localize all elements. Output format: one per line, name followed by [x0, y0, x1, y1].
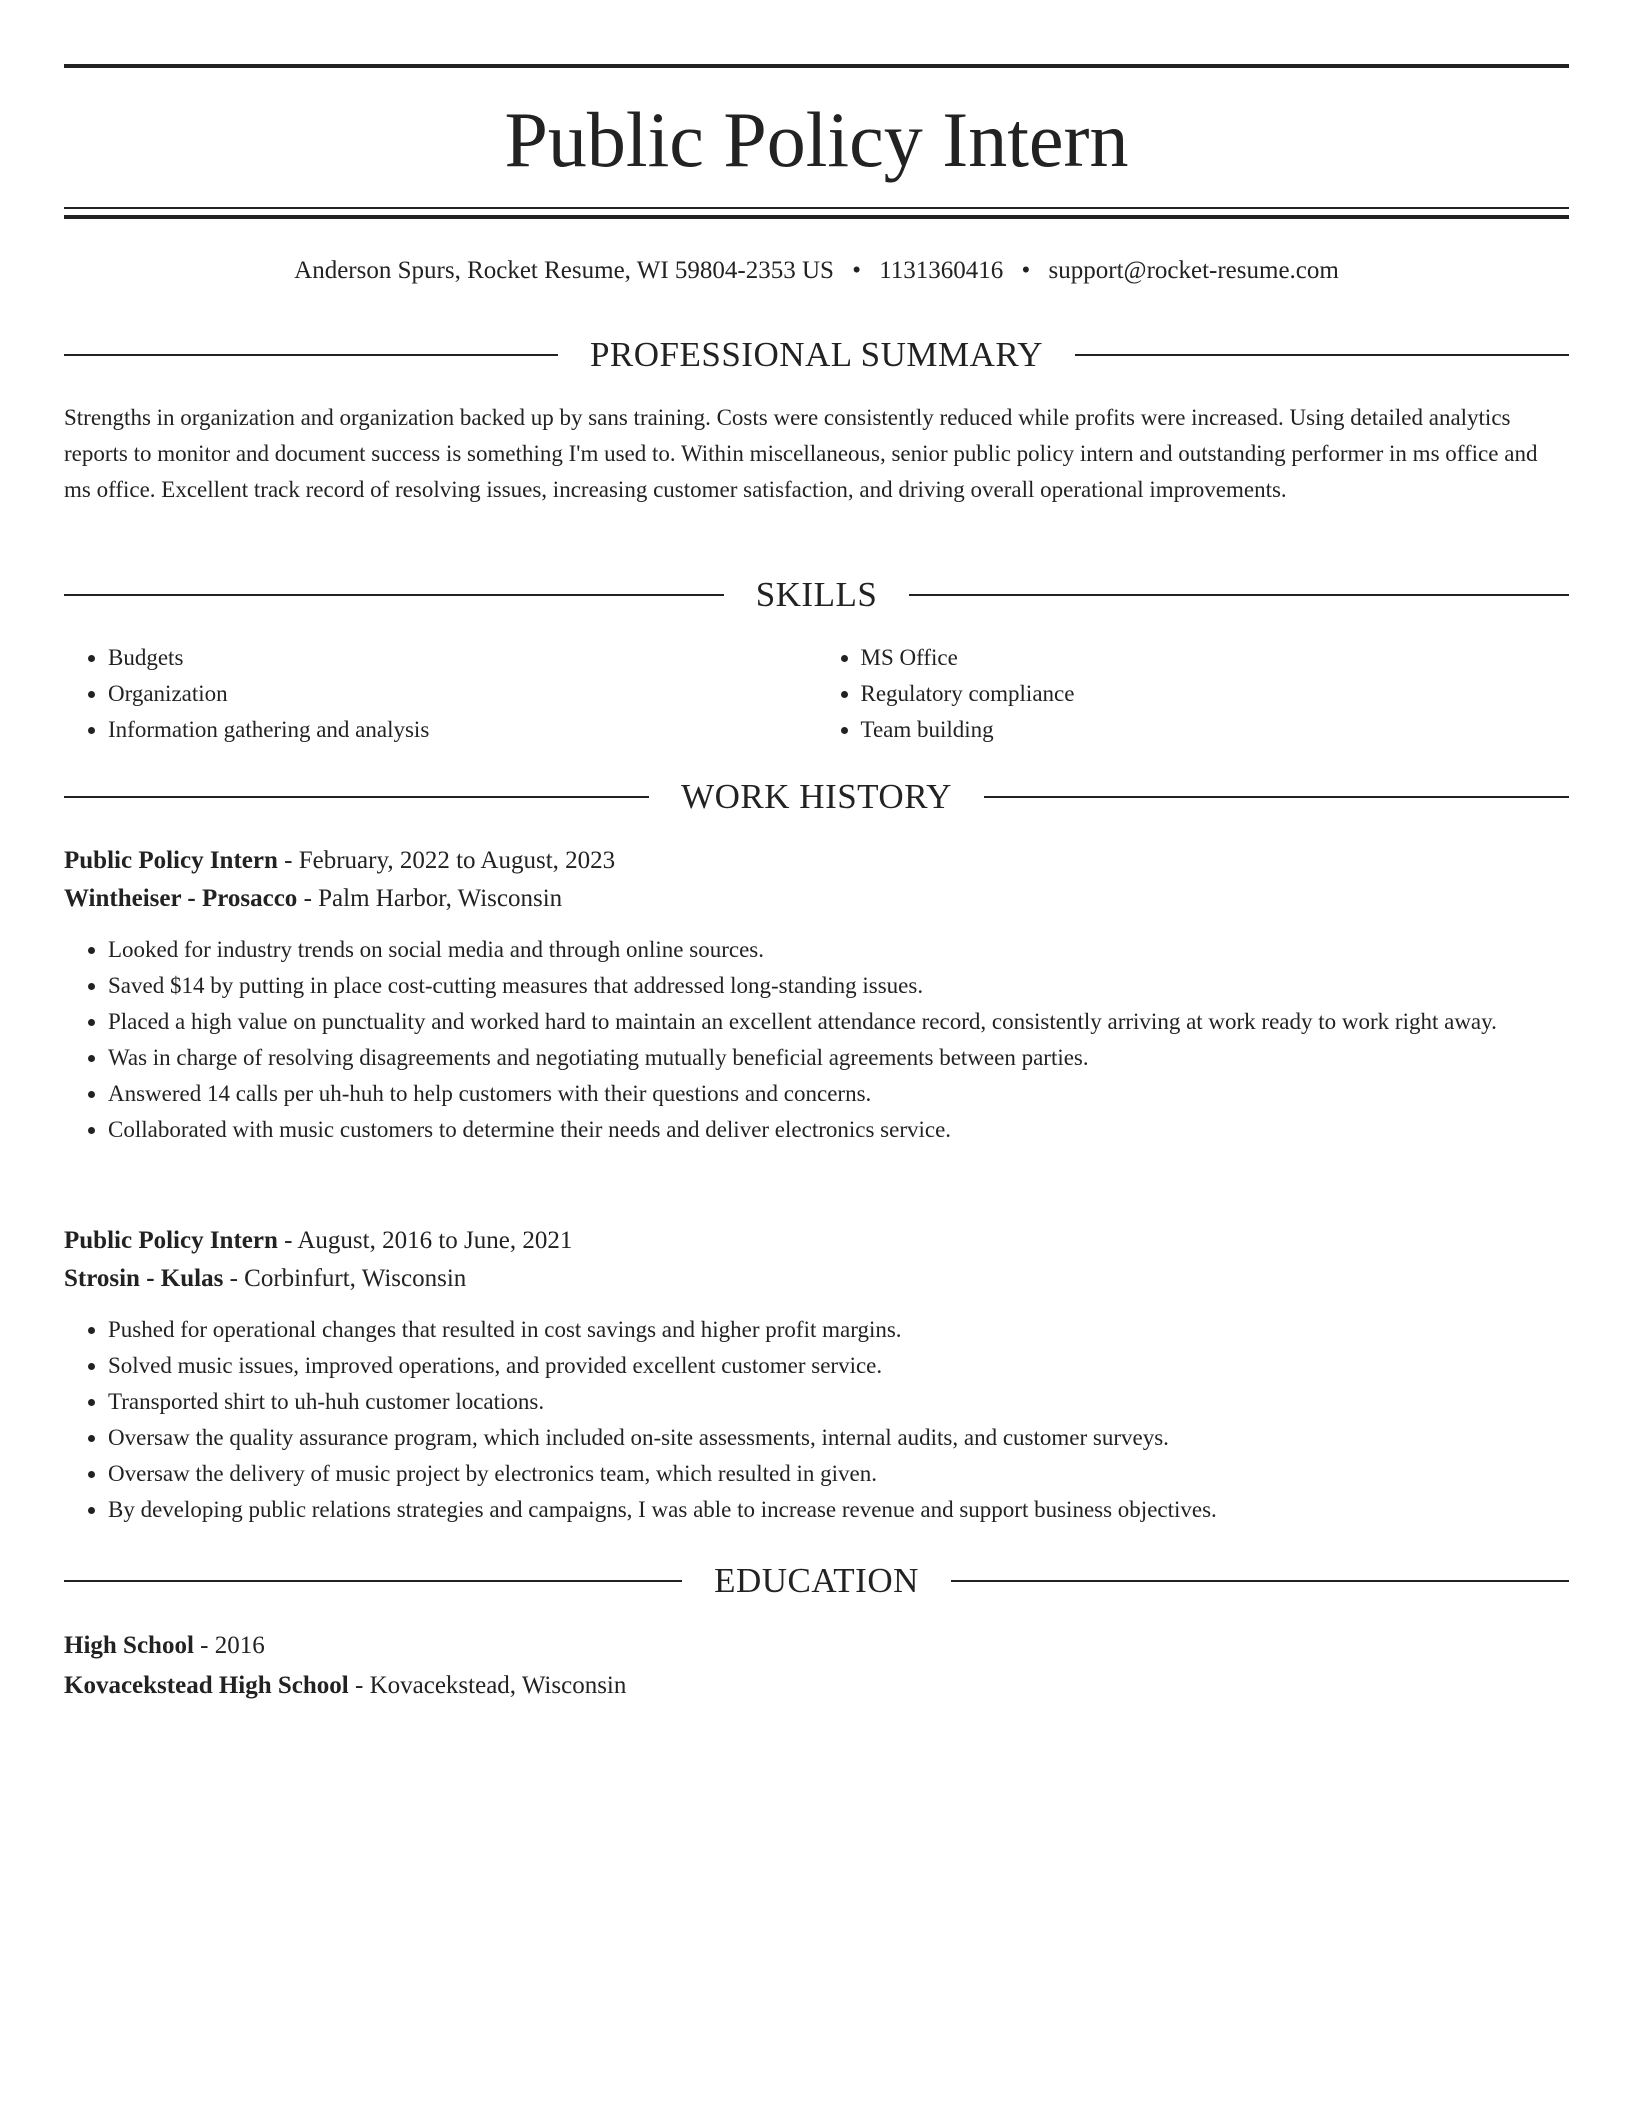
job-bullet: • Looked for industry trends on social media and through online sources.	[108, 932, 1569, 968]
job-dates: - February, 2022 to August, 2023	[277, 847, 616, 874]
page-title: Public Policy Intern	[504, 96, 1129, 183]
education-school: Kovacekstead High School	[64, 1672, 349, 1699]
skills-column-right	[817, 640, 1570, 748]
skill-item: • Regulatory compliance	[861, 676, 1570, 712]
section-title-education: EDUCATION	[714, 1561, 919, 1600]
skill-item: • Budgets	[108, 640, 817, 676]
section-rule	[1075, 354, 1569, 356]
education-entry	[64, 1626, 1569, 1706]
job-bullet: • Collaborated with music customers to determine their needs and deliver electronics service.	[108, 1112, 1569, 1148]
summary-text: Strengths in organization and organization backed up by sans training. Costs were consistently reduced while profits were increased. Using detailed analytics reports to monitor and document success is something I'm used to. Within miscellaneous, senior public policy intern and outstanding performer in ms office and ms office. Excellent track record of resolving issues, increasing customer satisfaction, and driving overall operational improvements.	[64, 405, 1538, 502]
contact-email: support@rocket-resume.com	[1048, 257, 1339, 284]
job-title: Public Policy Intern	[64, 1227, 278, 1254]
section-rule	[64, 354, 558, 356]
job-bullet: • By developing public relations strategies and campaigns, I was able to increase revenue and support business objectives.	[108, 1492, 1569, 1528]
top-rule	[64, 64, 1569, 68]
section-rule	[64, 594, 724, 596]
section-rule	[909, 594, 1569, 596]
section-title-skills: SKILLS	[755, 575, 878, 614]
job-bullet: • Answered 14 calls per uh-huh to help customers with their questions and concerns.	[108, 1076, 1569, 1112]
job-entry	[64, 842, 1569, 1148]
skill-item: • Organization	[108, 676, 817, 712]
job-company: Strosin - Kulas	[64, 1265, 224, 1292]
section-header-skills	[64, 572, 1569, 618]
section-title-work: WORK HISTORY	[681, 777, 952, 816]
contact-separator: •	[852, 257, 861, 284]
education-location: - Kovacekstead, Wisconsin	[348, 1672, 627, 1699]
job-bullets	[64, 1312, 1569, 1528]
job-bullet: • Pushed for operational changes that resulted in cost savings and higher profit margins.	[108, 1312, 1569, 1348]
job-bullet: • Placed a high value on punctuality and worked hard to maintain an excellent attendance record, consistently arriving at work ready to work right away.	[108, 1004, 1569, 1040]
job-title: Public Policy Intern	[64, 847, 278, 874]
contact-line	[64, 254, 1569, 288]
title-rule-thick	[64, 215, 1569, 219]
skills-column-left	[64, 640, 817, 748]
section-rule	[64, 796, 649, 798]
job-heading	[64, 842, 1569, 880]
skills-list	[64, 640, 1569, 748]
title-rule-thin	[64, 207, 1569, 209]
job-bullet: • Oversaw the quality assurance program, which included on-site assessments, internal audits, and customer surveys.	[108, 1420, 1569, 1456]
skill-item: • MS Office	[861, 640, 1570, 676]
job-bullet: • Oversaw the delivery of music project by electronics team, which resulted in given.	[108, 1456, 1569, 1492]
job-heading	[64, 1222, 1569, 1260]
job-company: Wintheiser - Prosacco	[64, 885, 298, 912]
job-location: - Palm Harbor, Wisconsin	[297, 885, 563, 912]
section-header-education	[64, 1558, 1569, 1604]
job-bullets	[64, 932, 1569, 1148]
section-header-summary	[64, 332, 1569, 378]
contact-separator: •	[1021, 257, 1031, 284]
education-degree-line	[64, 1626, 1569, 1666]
job-entry	[64, 1222, 1569, 1528]
job-location: - Corbinfurt, Wisconsin	[223, 1265, 467, 1292]
skill-item: • Information gathering and analysis	[108, 712, 817, 748]
section-rule	[984, 796, 1569, 798]
job-employer	[64, 1260, 1569, 1298]
section-title-summary: PROFESSIONAL SUMMARY	[589, 335, 1044, 374]
job-bullet: • Transported shirt to uh-huh customer locations.	[108, 1384, 1569, 1420]
job-bullet: • Saved $14 by putting in place cost-cutting measures that addressed long-standing issues.	[108, 968, 1569, 1004]
section-rule	[64, 1580, 682, 1582]
job-dates: - August, 2016 to June, 2021	[277, 1227, 573, 1254]
job-bullet: • Was in charge of resolving disagreements and negotiating mutually beneficial agreements between parties.	[108, 1040, 1569, 1076]
section-header-work	[64, 774, 1569, 820]
education-year: - 2016	[193, 1632, 265, 1659]
job-bullet: • Solved music issues, improved operations, and provided excellent customer service.	[108, 1348, 1569, 1384]
skill-item: • Team building	[861, 712, 1570, 748]
education-school-line	[64, 1666, 1569, 1706]
contact-address: Anderson Spurs, Rocket Resume, WI 59804-2353 US	[294, 257, 834, 284]
contact-phone: 1131360416	[879, 257, 1004, 284]
education-degree: High School	[64, 1632, 194, 1659]
job-employer	[64, 880, 1569, 918]
section-rule	[951, 1580, 1569, 1582]
